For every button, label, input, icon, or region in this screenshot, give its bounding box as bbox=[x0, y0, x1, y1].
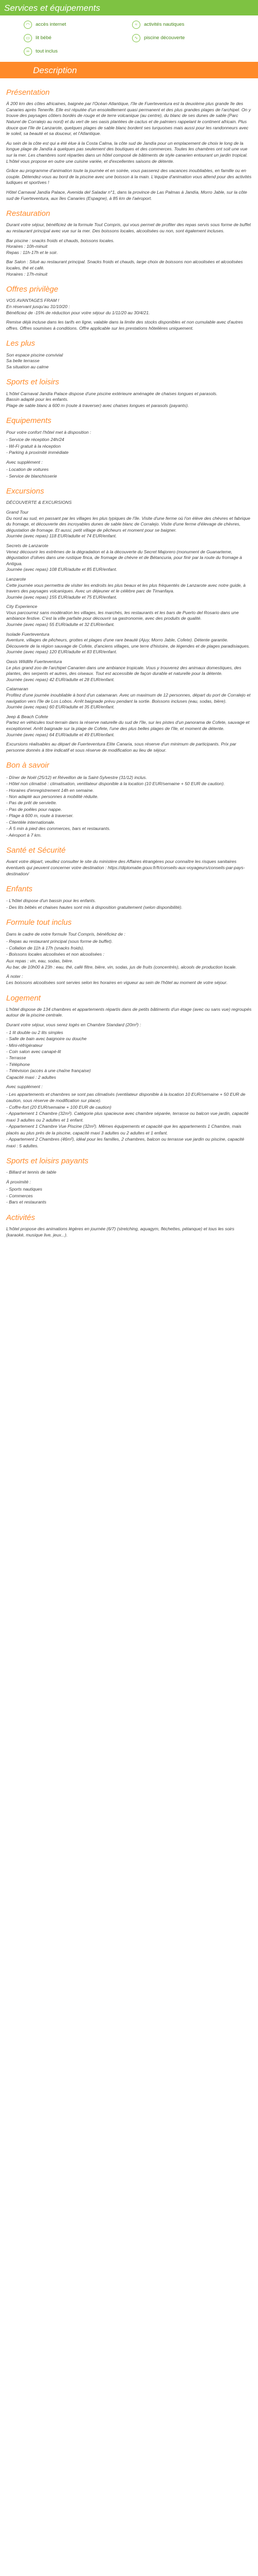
presentation-paragraph: Hôtel Carnaval Jandía Palace, Avenida del Saladar n°1, dans la province de Las Palmas à Jandía, Morro Jable, sur la côte sud de Fuerteventura, aux îles Canaries (Espagne), à 85 km de l'aéroport. bbox=[6, 189, 247, 201]
plus-line: Sa situation au calme bbox=[6, 364, 49, 369]
offres-line: Bénéficiez de -15% de réduction pour votre séjour du 1/11/20 au 30/4/21. bbox=[6, 310, 150, 315]
list-item: - Wi-Fi gratuit à la réception bbox=[6, 443, 61, 449]
service-label: accès internet bbox=[36, 21, 67, 27]
logement-title: Logement bbox=[6, 993, 41, 1003]
service-pool bbox=[132, 34, 240, 42]
list-item: - Service de blanchisserie bbox=[6, 473, 57, 479]
excursion-text: Partez en véhicules tout-terrain dans la réserve naturelle du sud de l'île, sur les pistes d'un panorama de Cofete, sauvage et exceptionnel. Arrêt baignade sur la plage de Cofete, l'une des plus belles plages de l'île, et moment de détente. bbox=[6, 720, 250, 731]
sports-line: L'hôtel Carnaval Jandía Palace dispose d'une piscine extérieure aménagée de chaises longues et parasols. bbox=[6, 391, 218, 396]
plus-title: Les plus bbox=[6, 339, 35, 348]
list-item: - Coffre-fort (20 EUR/semaine + 100 EUR de caution) bbox=[6, 1104, 111, 1110]
excursion-price: Journée (avec repas) 120 EUR/adulte et 83 EUR/enfant. bbox=[6, 649, 117, 655]
offres-title: Offres privilège bbox=[6, 285, 58, 294]
restauration-paragraph: Durant votre séjour, bénéficiez de la formule Tout Compris, qui vous permet de profiter des repas servis sous forme de buffet au restaurant principal avec vue sur la mer. Des boissons locales, alcoolisées ou non, sont également incluses. bbox=[6, 222, 251, 233]
restauration-line: Repas : 11h-17h et le soir. bbox=[6, 249, 58, 255]
restauration-line: Bar Salon : Situé au restaurant principal. Snacks froids et chauds, large choix de boissons non alcoolisées et alcoolisées locales, thé et café. bbox=[6, 259, 243, 270]
list-item: - Bars et restaurants bbox=[6, 1199, 46, 1205]
logement-list bbox=[6, 1029, 252, 1081]
services-title: Services et équipements bbox=[0, 0, 258, 15]
restauration-line: Bar piscine : snacks froids et chauds, boissons locales. bbox=[6, 238, 115, 243]
service-label: piscine découverte bbox=[144, 35, 185, 41]
service-label: lit bébé bbox=[36, 35, 52, 41]
sports-line: Bassin adapté pour les enfants. bbox=[6, 397, 69, 402]
excursion-text: Cette journée vous permettra de visiter les endroits les plus beaux et les plus fréquentés de Lanzarote avec notre guide, à travers des paysages volcaniques. Avec un déjeuner et le célèbre parc de Timanfaya. bbox=[6, 582, 246, 594]
waves-icon: ≈ bbox=[132, 21, 140, 29]
logement-paragraph: L'hôtel dispose de 134 chambres et appartements répartis dans de petits bâtiments d'un étage (avec ou sans vue) regroupés autour de la piscine centrale. bbox=[6, 1006, 252, 1018]
sante-paragraph: Avant votre départ, veuillez consulter le site du ministère des Affaires étrangères pour connaître les risques sanitaires éventuels qui peuvent concerner votre destination : https://diplomatie.gouv.fr/fr/conseils-aux-voyageurs/conseils-par-pays-destination/ bbox=[6, 859, 245, 876]
sports-title: Sports et loisirs bbox=[6, 378, 59, 387]
equipements-intro: Pour votre confort l'hôtel met à disposition : bbox=[6, 429, 91, 435]
excursion-title: Oasis Wildlife Fuerteventura bbox=[6, 659, 62, 665]
offres-line: VOS AVANTAGES FRAM ! bbox=[6, 298, 59, 303]
service-label: tout inclus bbox=[36, 48, 58, 54]
excursion-title: Secrets de Lanzarote bbox=[6, 543, 49, 548]
restauration-line: Horaires : 10h-minuit bbox=[6, 244, 47, 249]
restauration-line: Horaires : 17h-minuit bbox=[6, 271, 47, 277]
plus-line: Son espace piscine convivial bbox=[6, 352, 63, 358]
list-item: - Appartement 1 Chambre (32m²). Catégorie plus spacieuse avec chambre séparée, terrasse ou balcon vue jardin, capacité maxi 3 adultes ou 2 adultes et 1 enfant. bbox=[6, 1111, 249, 1123]
list-item: - Appartement 1 Chambre Vue Piscine (32m²). Mêmes équipements et capacité que les appartements 1 Chambre, mais placés au plus près de la piscine, capacité maxi 3 adultes ou 2 adultes et 1 enfant. bbox=[6, 1124, 241, 1136]
excursion-price: Journée (avec repas) 118 EUR/adulte et 74 EUR/enfant. bbox=[6, 533, 117, 539]
excursions-subtitle: DÉCOUVERTE & EXCURSIONS bbox=[6, 500, 72, 505]
all-inclusive-icon: ∞ bbox=[24, 47, 32, 56]
offres-line: En réservant jusqu'au 31/10/20 : bbox=[6, 304, 70, 309]
proximite-label: À proximité : bbox=[6, 1179, 31, 1184]
excursion-price: Journée (avec repas) 42 EUR/adulte et 28 EUR/enfant. bbox=[6, 676, 115, 682]
tout-inclus-list bbox=[6, 938, 252, 970]
sports-payants-line: - Billard et tennis de table bbox=[6, 1170, 56, 1175]
list-item: Capacité maxi : 2 adultes bbox=[6, 1074, 56, 1080]
list-item: - Pas de poêles pour nappe. bbox=[6, 806, 62, 812]
restauration-title: Restauration bbox=[6, 209, 51, 218]
excursion-price: Journée (avec repas) 55 EUR/adulte et 32 EUR/enfant. bbox=[6, 622, 115, 628]
list-item: - Les appartements et chambres se sont pas climatisés (ventilateur disponible à la location 10 EUR/semaine + 50 EUR de caution, sous réserve de modification sur place). bbox=[6, 1091, 246, 1104]
activites-text: L'hôtel propose des animations légères en journée (6/7) (stretching, aquagym, fléchettes, pétanque) et tous les soirs (karaoké, musique live, jeux...). bbox=[6, 1226, 235, 1238]
excursion-title: City Experience bbox=[6, 604, 38, 609]
list-item: - À 5 min à pied des commerces, bars et restaurants. bbox=[6, 826, 111, 832]
baby-bed-icon: ▭ bbox=[24, 34, 32, 42]
excursion-price: Journée (avec repas) 64 EUR/adulte et 49 EUR/enfant. bbox=[6, 732, 115, 737]
list-item: - Service de réception 24h/24 bbox=[6, 437, 64, 443]
list-item: - Terrasse bbox=[6, 1055, 26, 1061]
presentation-paragraph: Au sein de la côte est qui a été élue à la Costa Calma, la côte sud de Jandía pour un emplacement de choix le long de la longue plage de Jandía à quelques pas seulement des boutiques et des commerces. Toutes les chambres ont soit une vue sur la mer. Les chambres sont réparties dans un hôtel composé de bâtiments de style canarien entourant un jardin tropical. L'hôtel vous propose en outre une cuisine variée, et d'excellentes saisons de détente. bbox=[6, 140, 248, 164]
tout-inclus-note: À noter : bbox=[6, 974, 23, 979]
list-item: - Hôtel non climatisé : climatisation, ventilateur disponible à la location (10 EUR/semaine + 50 EUR de caution). bbox=[6, 781, 225, 787]
services-grid bbox=[24, 15, 240, 62]
presentation-title: Présentation bbox=[6, 88, 50, 97]
excursion-text: Du nord au sud, en passant par les villages les plus typiques de l'île. Visite d'une ferme où l'on élève des chèvres et fabrique du fromage, et découverte des incroyables dunes de sable blanc de Corralejo. Visite d'une ferme d'élevage de chèvres, dégustation de fromage. Et aussi, petit village de pêcheurs et moment pour se baigner. bbox=[6, 515, 250, 533]
description-bar bbox=[0, 62, 258, 78]
list-item: - Collation de 11h à 17h (snacks froids). bbox=[6, 945, 85, 951]
activites-title: Activités bbox=[6, 1213, 35, 1222]
list-item: Aux repas : vin, eau, sodas, bière. bbox=[6, 958, 73, 963]
list-item: - Coin salon avec canapé-lit bbox=[6, 1049, 61, 1055]
wifi-icon: ◠ bbox=[24, 21, 32, 29]
list-item: - Salle de bain avec baignoire ou douche bbox=[6, 1036, 87, 1042]
excursion-price: Journée (avec repas) 60 EUR/adulte et 35 EUR/enfant. bbox=[6, 704, 115, 710]
service-watersports bbox=[132, 21, 240, 29]
equipements-extra-intro: Avec supplément : bbox=[6, 459, 43, 465]
excursion-price: Journée (avec repas) 108 EUR/adulte et 85 EUR/enfant. bbox=[6, 567, 117, 572]
equipements-extra-list bbox=[6, 466, 252, 479]
presentation-paragraph: À 200 km des côtes africaines, baignée par l'Océan Atlantique, l'île de Fuerteventura est la deuxième plus grande île des Canaries après Tenerife. Elle est réputée d'un ensoleillement quasi permanent et des plus grandes plages de l'archipel. On y trouve des paysages côtiers bordés de rouge et de terre volcanique (au centre), du blanc de ses dunes de sable (Parc Naturel de Corralejo au nord) et du vert de ses oasis plantées de cactus et de palmiers rappelant le continent africain. Plus douce que l'île de Lanzarote, quelques plages de sable blanc bordent ses turquoises mais aussi pour les randonneurs avec le soleil, sa beauté et sa douceur, et l'Atlantique. bbox=[6, 101, 251, 137]
equipements-list bbox=[6, 436, 252, 455]
equipements-title: Equipements bbox=[6, 416, 52, 426]
logement-extra-intro: Avec supplément : bbox=[6, 1084, 43, 1090]
excursion-text: Aventure, villages de pêcheurs, grottes et plages d'une rare beauté (Ajuy, Morro Jable, Cofete). Détente garantie. Découverte de la région sauvage de Cofete, d'anciens villages, une terre d'histoire, de légendes et de plages paradisiaques. bbox=[6, 637, 250, 649]
excursions-footer: Excursions réalisables au départ de Fuerteventura Elite Canaria, sous réserve d'un minimum de participants. Prix par personne donnés à titre indicatif et sous réserve de modification au lieu de séjour. bbox=[6, 741, 236, 753]
list-item: Au bar, de 10h00 à 23h : eau, thé, café filtre, bière, vin, sodas, jus de fruits (concentrés), alcools de production locale. bbox=[6, 964, 237, 970]
list-item: - Appartement 2 Chambres (46m²), idéal pour les familles, 2 chambres, balcon ou terrasse vue jardin ou piscine, capacité maxi : 5 adultes. bbox=[6, 1137, 245, 1148]
tout-inclus-title: Formule tout inclus bbox=[6, 918, 72, 927]
enfants-title: Enfants bbox=[6, 885, 33, 894]
service-internet bbox=[24, 21, 132, 29]
excursion-text: Le plus grand zoo de l'archipel Canarien dans une ambiance tropicale. Vous y trouverez des animaux domestiques, des plantes, des serpents et autres, des oiseaux. Tout est accessible de façon durable et naturelle pour la détente. bbox=[6, 665, 241, 676]
list-item: - Boissons locales alcoolisées et non alcoolisées : bbox=[6, 952, 105, 957]
description-title: Description bbox=[33, 65, 77, 75]
list-item: - Des lits bébés et chaises hautes sont mis à disposition gratuitement (selon disponibilité). bbox=[6, 904, 183, 910]
sports-line: Plage de sable blanc à 600 m (route à traverser) avec chaises longues et parasols (payants). bbox=[6, 402, 189, 408]
list-item: - Téléphone bbox=[6, 1061, 30, 1067]
list-item: - Horaires d'enregistrement 14h en semaine. bbox=[6, 787, 94, 793]
service-label: activités nautiques bbox=[144, 21, 185, 27]
excursion-title: Grand Tour bbox=[6, 509, 29, 515]
excursion-text: Profitez d'une journée inoubliable à bord d'un catamaran. Avec un maximum de 12 personnes, départ du port de Corralejo et navigation vers l'île de Los Lobos. Arrêt baignade prévu pendant la sortie. Boissons incluses (eau, sodas, bière). bbox=[6, 692, 251, 704]
plus-line: Sa belle terrasse bbox=[6, 358, 40, 364]
excursion-text: Venez découvrir les extrêmes de la dégradation et à la découverte du Secret Majorero (monument de Guanarteme, dégustation d'olives dans une rustique finca, de fromage de chèvre et de Bétancuria, pour finir par la route du fromage à Antigua. bbox=[6, 549, 242, 566]
list-item: - Télévision (accès à une chaîne française) bbox=[6, 1068, 91, 1074]
tout-inclus-intro: Dans le cadre de votre formule Tout Compris, bénéficiez de : bbox=[6, 931, 125, 937]
enfants-list bbox=[6, 897, 252, 910]
list-item: - Sports nautiques bbox=[6, 1187, 42, 1192]
tout-inclus-note-text: Les boissons alcoolisées sont servies selon les horaires en vigueur au sein de l'hôtel au moment de votre séjour. bbox=[6, 980, 228, 986]
excursion-title: Jeep & Beach Cofete bbox=[6, 714, 49, 719]
list-item: - Pas de prêt de serviette. bbox=[6, 800, 57, 806]
list-item: - 1 lit double ou 2 lits simples bbox=[6, 1029, 63, 1035]
page bbox=[0, 0, 258, 1238]
list-item: - Mini-réfrigérateur bbox=[6, 1042, 43, 1048]
excursion-title: Catamaran bbox=[6, 686, 28, 692]
list-item: - Commerces bbox=[6, 1193, 33, 1198]
excursion-title: Isolade Fuerteventura bbox=[6, 631, 50, 637]
excursion-price: Journée (avec repas) 155 EUR/adulte et 75 EUR/enfant. bbox=[6, 594, 117, 600]
bon-savoir-title: Bon à savoir bbox=[6, 761, 50, 770]
service-baby-bed bbox=[24, 34, 132, 42]
list-item: - Repas au restaurant principal (sous forme de buffet). bbox=[6, 939, 113, 944]
list-item: - Plage à 600 m, route à traverser. bbox=[6, 813, 74, 819]
bon-savoir-list bbox=[6, 774, 252, 839]
list-item: - Non adapté aux personnes à mobilité réduite. bbox=[6, 793, 99, 799]
logement-paragraph: Durant votre séjour, vous serez logés en Chambre Standard (20m²) : bbox=[6, 1022, 141, 1028]
excursions-title: Excursions bbox=[6, 487, 44, 496]
proximite-list bbox=[6, 1186, 252, 1205]
excursion-text: Vous parcourrez sans modération les villages, les marchés, les restaurants et les bars de Puerto del Rosario dans une ambiance festive. C'est la ville parfaite pour découvrir sa gastronomie, avec des produits de qualité. bbox=[6, 609, 239, 621]
presentation-paragraph: Grâce au programme d'animation toute la journée et en soirée, vous passerez des vacances inoubliables, en famille ou en couple. Détendez-vous au bord de la piscine avec une boisson à la main. L'équipe d'animation vous attend pour des activités ludiques et sportives ! bbox=[6, 168, 252, 185]
description-content bbox=[0, 78, 258, 1238]
service-all-inclusive bbox=[24, 47, 132, 56]
excursion-title: Lanzarote bbox=[6, 576, 26, 582]
list-item: - Dîner de Noël (25/12) et Réveillon de la Saint-Sylvestre (31/12) inclus. bbox=[6, 774, 147, 780]
sante-title: Santé et Sécurité bbox=[6, 846, 66, 855]
offres-paragraph: Remise déjà incluse dans les tarifs en ligne, valable dans la limite des stocks disponibles et non cumulable avec d'autres offres. Offres soumises à conditions. Offre applicable sur les prestations hôtelières uniquement. bbox=[6, 319, 243, 331]
list-item: - L'hôtel dispose d'un bassin pour les enfants. bbox=[6, 898, 96, 904]
list-item: - Aéroport à 7 km. bbox=[6, 832, 42, 838]
list-item: - Parking à proximité immédiate bbox=[6, 450, 69, 455]
sports-payants-title: Sports et loisirs payants bbox=[6, 1156, 89, 1165]
list-item: - Location de voitures bbox=[6, 467, 49, 472]
list-item: - Clientèle internationale. bbox=[6, 819, 56, 825]
logement-extra-list bbox=[6, 1091, 252, 1149]
pool-icon: ∿ bbox=[132, 34, 140, 42]
